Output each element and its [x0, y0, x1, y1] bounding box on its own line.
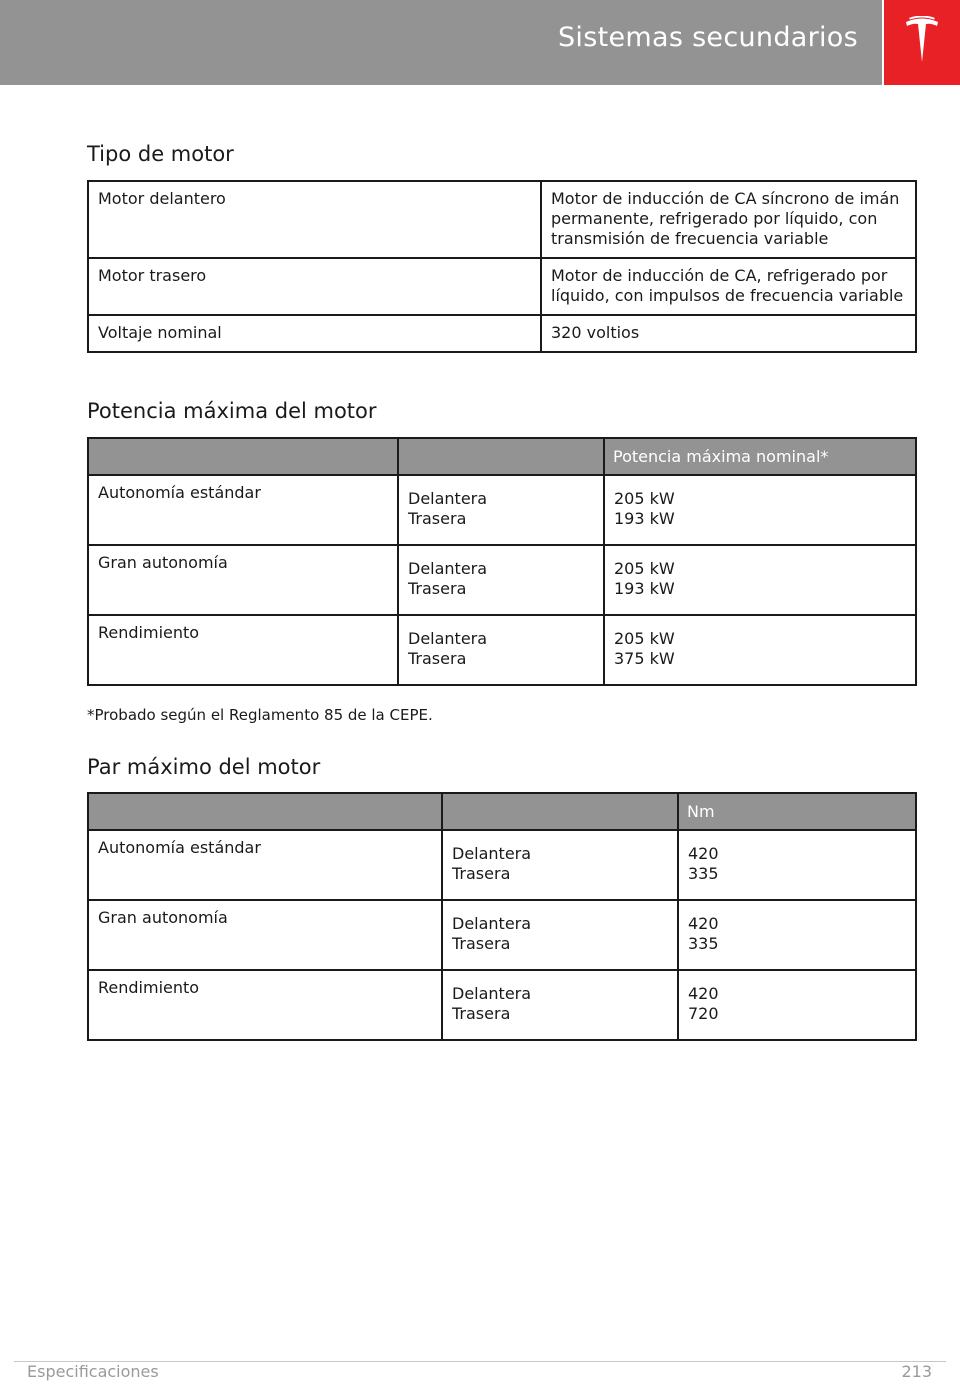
page-number: 213	[901, 1362, 932, 1381]
value-front: 420	[688, 844, 719, 863]
value-rear: 193 kW	[614, 579, 675, 598]
table-row	[88, 258, 916, 315]
variant-cell: Gran autonomía	[88, 900, 442, 970]
value-rear: 193 kW	[614, 509, 675, 528]
header-bar	[0, 0, 882, 85]
table-row	[88, 830, 916, 900]
value-rear: 335	[688, 864, 719, 883]
axle-rear: Trasera	[452, 864, 511, 883]
max-power-table	[87, 437, 917, 686]
axle-cell	[442, 830, 678, 900]
header-cell-empty	[398, 438, 604, 475]
value-cell	[678, 900, 916, 970]
variant-cell: Rendimiento	[88, 970, 442, 1040]
variant-cell: Autonomía estándar	[88, 830, 442, 900]
table-row	[88, 475, 916, 545]
table-row	[88, 545, 916, 615]
motor-type-table	[87, 180, 917, 353]
row-label: Motor trasero	[88, 258, 541, 315]
row-value: Motor de inducción de CA, refrigerado por líquido, con impulsos de frecuencia variable	[541, 258, 916, 315]
axle-front: Delantera	[408, 559, 488, 578]
table-row	[88, 970, 916, 1040]
value-cell	[678, 830, 916, 900]
axle-rear: Trasera	[408, 649, 467, 668]
variant-cell: Autonomía estándar	[88, 475, 398, 545]
row-label: Voltaje nominal	[88, 315, 541, 352]
axle-front: Delantera	[452, 914, 532, 933]
value-cell	[604, 475, 916, 545]
variant-cell: Rendimiento	[88, 615, 398, 685]
axle-cell	[398, 475, 604, 545]
table-row	[88, 900, 916, 970]
footnote: *Probado según el Reglamento 85 de la CEPE.	[87, 706, 433, 724]
header-cell-empty	[88, 438, 398, 475]
row-value: Motor de inducción de CA síncrono de imán permanente, refrigerado por líquido, con transmisión de frecuencia variable	[541, 181, 916, 258]
axle-rear: Trasera	[408, 509, 467, 528]
axle-cell	[398, 545, 604, 615]
value-rear: 720	[688, 1004, 719, 1023]
table-row	[88, 615, 916, 685]
value-rear: 375 kW	[614, 649, 675, 668]
header-cell-empty	[88, 793, 442, 830]
header-cell-empty	[442, 793, 678, 830]
tesla-logo-icon	[904, 16, 940, 64]
row-label: Motor delantero	[88, 181, 541, 258]
section-title-motor-type: Tipo de motor	[87, 142, 234, 166]
axle-cell	[398, 615, 604, 685]
header-cell-max-power: Potencia máxima nominal*	[604, 438, 916, 475]
variant-cell: Gran autonomía	[88, 545, 398, 615]
footer-section-name: Especificaciones	[27, 1362, 159, 1381]
axle-rear: Trasera	[452, 934, 511, 953]
row-value: 320 voltios	[541, 315, 916, 352]
value-front: 205 kW	[614, 559, 675, 578]
value-front: 205 kW	[614, 629, 675, 648]
axle-front: Delantera	[452, 844, 532, 863]
value-front: 205 kW	[614, 489, 675, 508]
axle-cell	[442, 970, 678, 1040]
value-cell	[604, 615, 916, 685]
axle-rear: Trasera	[408, 579, 467, 598]
value-cell	[678, 970, 916, 1040]
page-title: Sistemas secundarios	[557, 22, 858, 53]
header-cell-nm: Nm	[678, 793, 916, 830]
brand-logo-box	[884, 0, 960, 85]
axle-front: Delantera	[452, 984, 532, 1003]
value-rear: 335	[688, 934, 719, 953]
axle-rear: Trasera	[452, 1004, 511, 1023]
axle-cell	[442, 900, 678, 970]
table-row	[88, 181, 916, 258]
section-title-max-power: Potencia máxima del motor	[87, 399, 377, 423]
table-header-row	[88, 793, 916, 830]
axle-front: Delantera	[408, 489, 488, 508]
table-header-row	[88, 438, 916, 475]
max-torque-table	[87, 792, 917, 1041]
table-row	[88, 315, 916, 352]
axle-front: Delantera	[408, 629, 488, 648]
section-title-max-torque: Par máximo del motor	[87, 755, 321, 779]
value-cell	[604, 545, 916, 615]
value-front: 420	[688, 914, 719, 933]
value-front: 420	[688, 984, 719, 1003]
